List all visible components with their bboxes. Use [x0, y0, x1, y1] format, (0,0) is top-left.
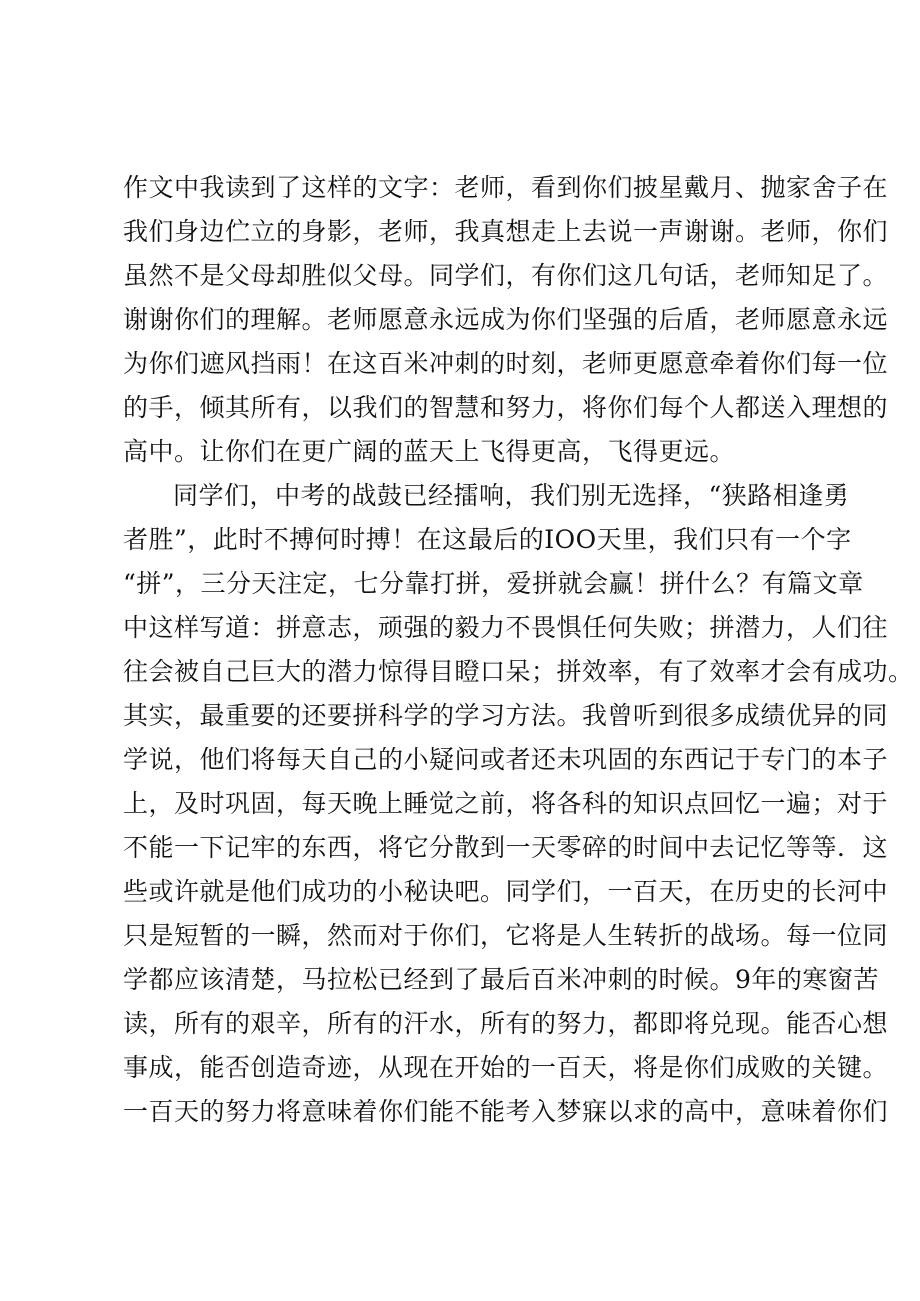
paragraph-2-line-8: 上，及时巩固，每天晚上睡觉之前，将各科的知识点回忆一遍；对于 — [123, 789, 889, 818]
paragraph-2-line-2: 者胜”，此时不搏何时搏！在这最后的IOO天里，我们只有一个字 — [123, 525, 852, 554]
paragraph-1-line-3: 虽然不是父母却胜似父母。同学们，有你们这几句话，老师知足了。 — [123, 261, 889, 290]
paragraph-2-line-10: 些或许就是他们成功的小秘诀吧。同学们，一百天，在历史的长河中 — [123, 877, 889, 906]
paragraph-2-line-5: 往会被自己巨大的潜力惊得目瞪口呆；拼效率，有了效率才会有成功。 — [123, 657, 914, 686]
paragraph-2-line-4: 中这样写道：拼意志，顽强的毅力不畏惧任何失败；拼潜力，人们往 — [123, 613, 889, 642]
paragraph-2-line-15: 一百天的努力将意味着你们能不能考入梦寐以求的高中，意味着你们 — [123, 1097, 889, 1126]
paragraph-1-line-1: 作文中我读到了这样的文字：老师，看到你们披星戴月、抛家舍子在 — [123, 173, 889, 202]
paragraph-2-line-12: 学都应该清楚，马拉松已经到了最后百米冲刺的时候。9年的寒窗苦 — [123, 965, 879, 994]
paragraph-1-line-2: 我们身边伫立的身影，老师，我真想走上去说一声谢谢。老师，你们 — [123, 217, 889, 246]
paragraph-2-line-6: 其实，最重要的还要拼科学的学习方法。我曾听到很多成绩优异的同 — [123, 701, 889, 730]
paragraph-1-line-5: 为你们遮风挡雨！在这百米冲刺的时刻，老师更愿意牵着你们每一位 — [123, 349, 889, 378]
paragraph-2-line-1: 同学们，中考的战鼓已经擂响，我们别无选择，“狭路相逢勇 — [173, 481, 850, 510]
paragraph-1-line-6: 的手，倾其所有，以我们的智慧和努力，将你们每个人都送入理想的 — [123, 393, 889, 422]
paragraph-1-line-7: 高中。让你们在更广阔的蓝天上飞得更高，飞得更远。 — [123, 437, 736, 466]
document-body — [123, 166, 914, 1134]
paragraph-2-line-13: 读，所有的艰辛，所有的汗水，所有的努力，都即将兑现。能否心想 — [123, 1009, 889, 1038]
paragraph-2-line-14: 事成，能否创造奇迹，从现在开始的一百天，将是你们成败的关键。 — [123, 1053, 889, 1082]
paragraph-2-line-7: 学说，他们将每天自己的小疑问或者还未巩固的东西记于专门的本子 — [123, 745, 889, 774]
paragraph-2-line-9: 不能一下记牢的东西，将它分散到一天零碎的时间中去记忆等等．这 — [123, 833, 889, 862]
paragraph-2-line-11: 只是短暂的一瞬，然而对于你们，它将是人生转折的战场。每一位同 — [123, 921, 889, 950]
paragraph-2-line-3: “拼”，三分天注定，七分靠打拼，爱拼就会赢！拼什么？有篇文章 — [123, 569, 864, 598]
paragraph-1-line-4: 谢谢你们的理解。老师愿意永远成为你们坚强的后盾，老师愿意永远 — [123, 305, 889, 334]
